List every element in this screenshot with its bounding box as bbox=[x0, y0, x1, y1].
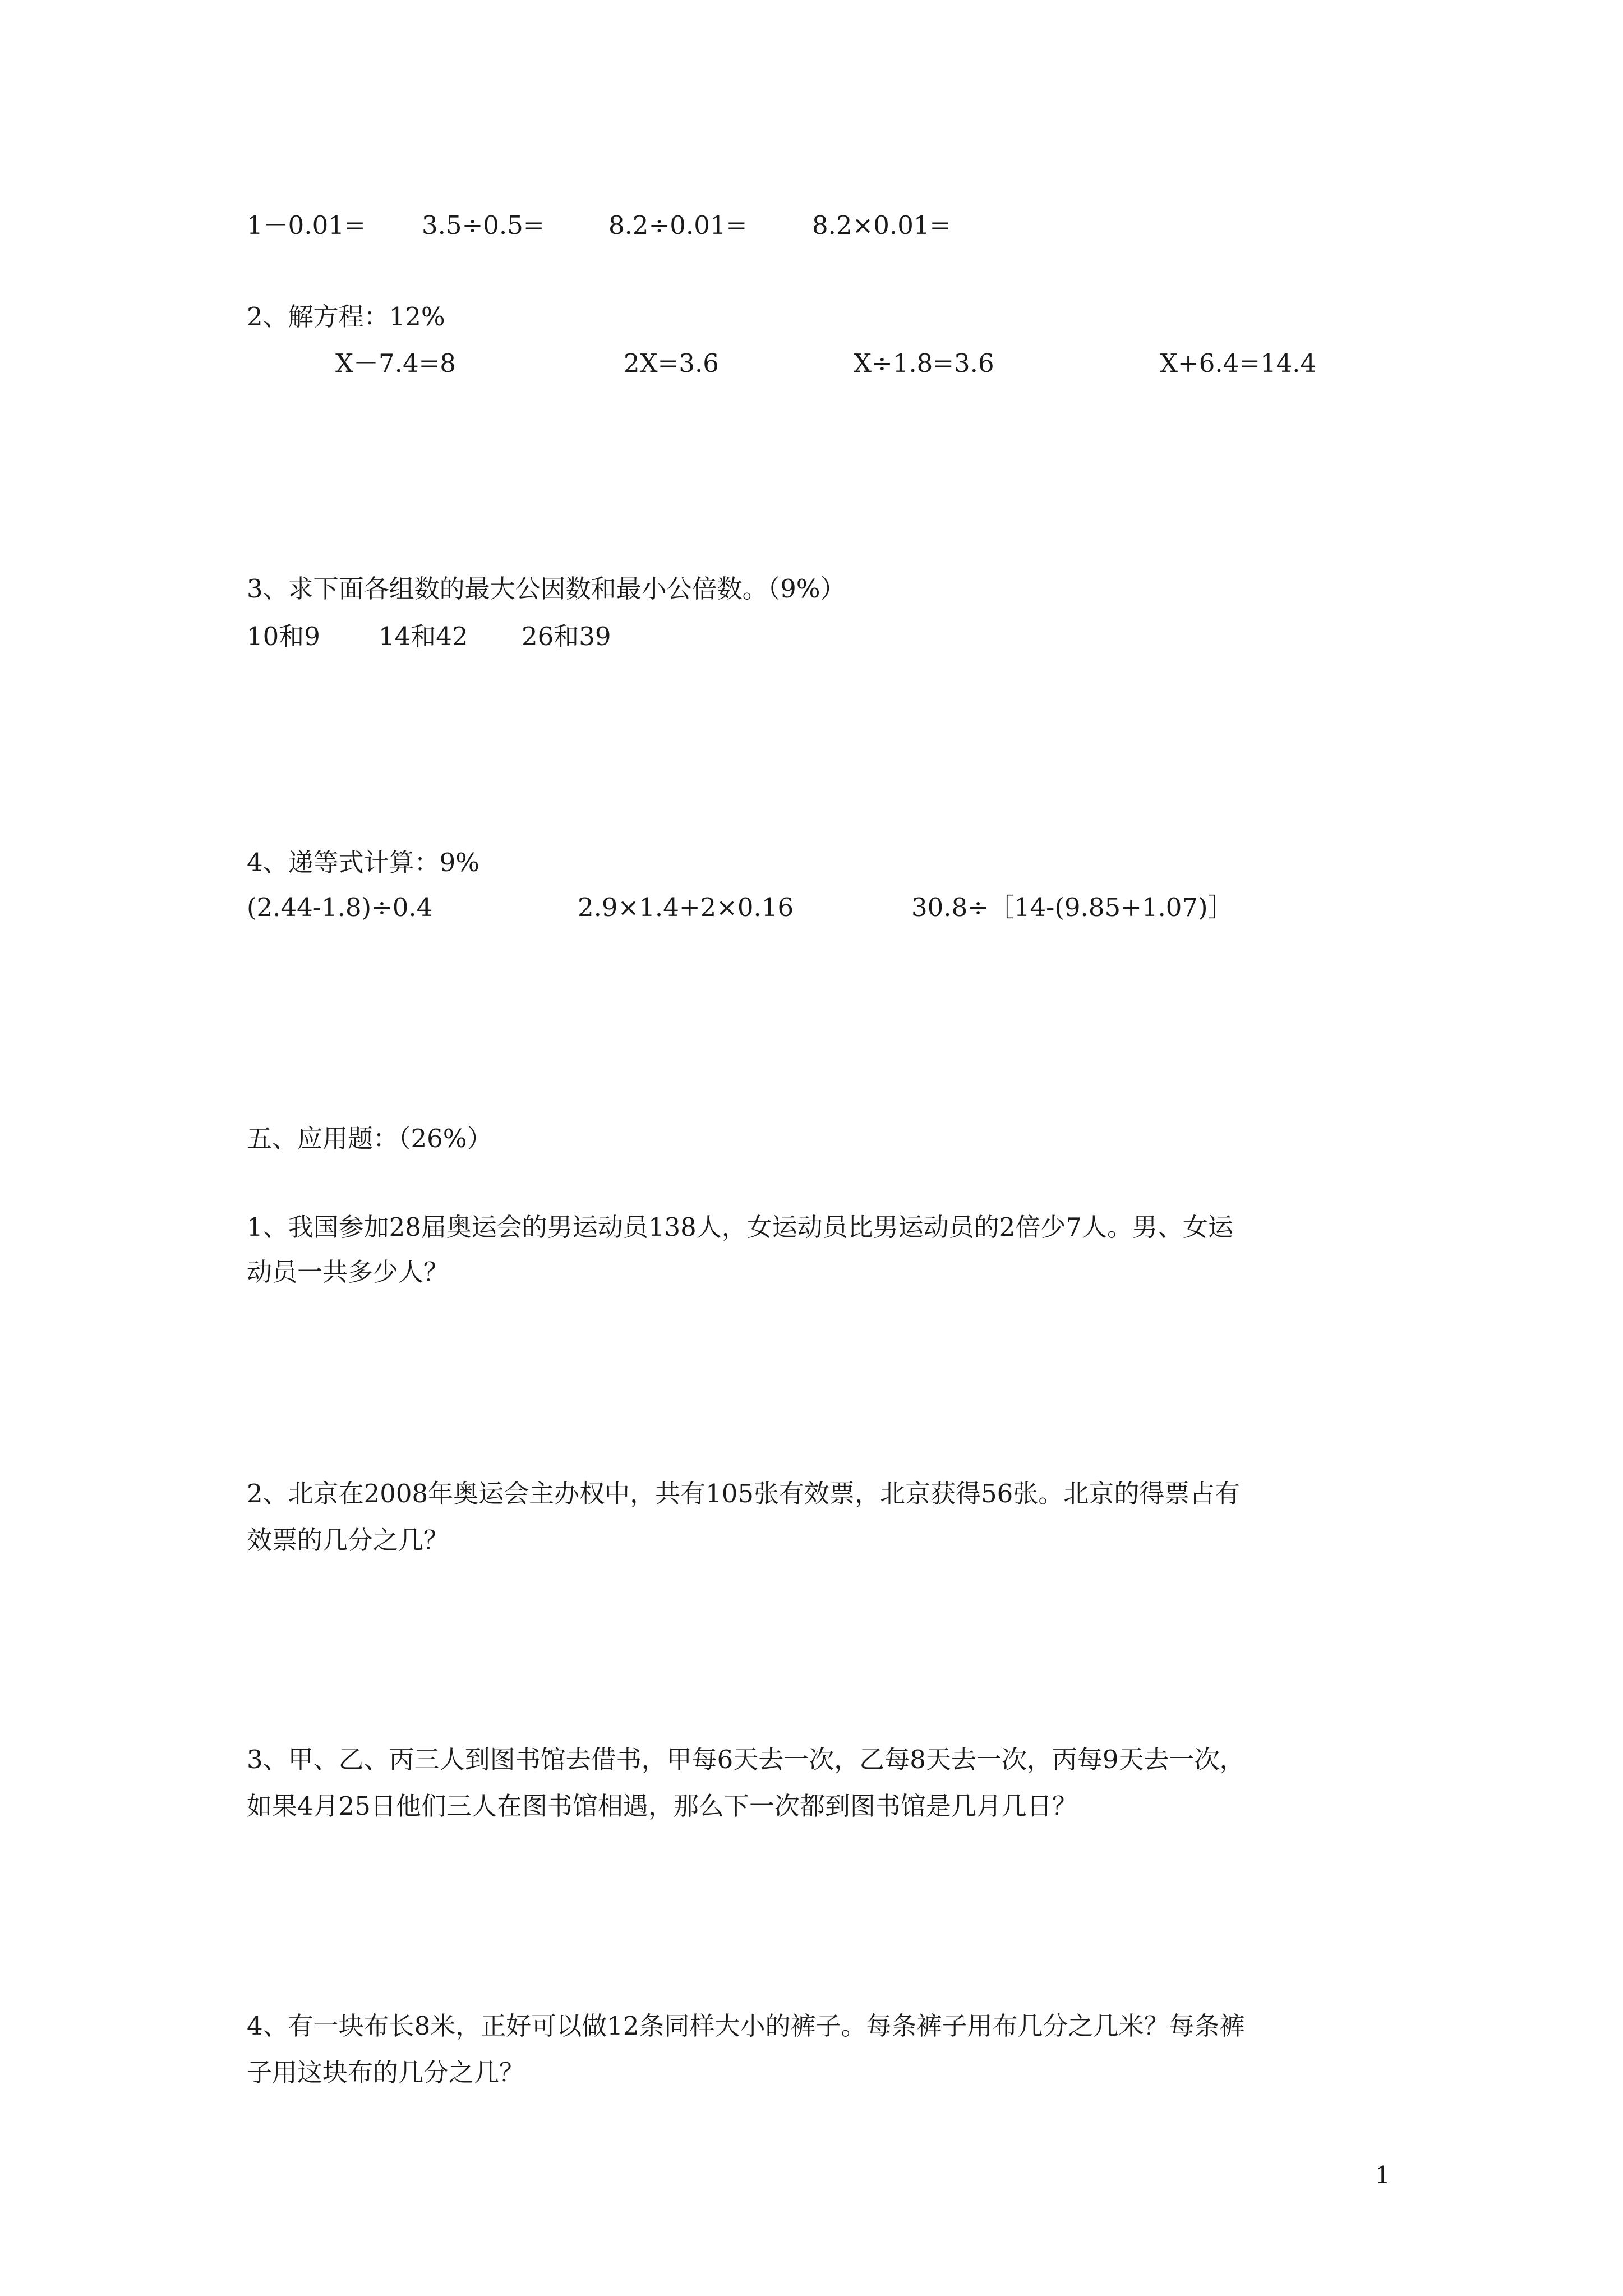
section-heading: 五、应用题：（26%） bbox=[247, 1124, 492, 1153]
equation-item: 2X=3.6 bbox=[624, 348, 719, 378]
page-number: 1 bbox=[1375, 2161, 1390, 2189]
problem-line: 1、我国参加28届奥运会的男运动员138人，女运动员比男运动员的2倍少7人。男、女运 bbox=[247, 1212, 1234, 1242]
expression-item: 30.8÷［14-(9.85+1.07)］ bbox=[911, 892, 1233, 922]
expression-item: (2.44-1.8)÷0.4 bbox=[247, 892, 433, 922]
equation-item: X－7.4=8 bbox=[335, 348, 456, 378]
section-heading: 2、解方程：12% bbox=[247, 302, 445, 332]
problem-line: 动员一共多少人？ bbox=[247, 1257, 449, 1287]
section-heading: 3、求下面各组数的最大公因数和最小公倍数。（9%） bbox=[247, 574, 846, 604]
oral-calc-item: 1－0.01= bbox=[247, 210, 366, 240]
problem-line: 效票的几分之几？ bbox=[247, 1525, 449, 1555]
problem-line: 4、有一块布长8米，正好可以做12条同样大小的裤子。每条裤子用布几分之几米？每条裤 bbox=[247, 2011, 1245, 2041]
problem-line: 2、北京在2008年奥运会主办权中，共有105张有效票，北京获得56张。北京的得票占有 bbox=[247, 1479, 1241, 1508]
equation-item: X+6.4=14.4 bbox=[1160, 348, 1317, 378]
section-heading: 4、递等式计算：9% bbox=[247, 848, 480, 877]
expression-item: 2.9×1.4+2×0.16 bbox=[578, 892, 794, 922]
problem-line: 子用这块布的几分之几？ bbox=[247, 2058, 525, 2087]
oral-calc-item: 8.2÷0.01= bbox=[608, 210, 748, 240]
equation-item: X÷1.8=3.6 bbox=[854, 348, 994, 378]
number-pair: 14和42 bbox=[379, 622, 468, 651]
oral-calc-item: 8.2×0.01= bbox=[812, 210, 951, 240]
oral-calc-item: 3.5÷0.5= bbox=[422, 210, 545, 240]
number-pair: 10和9 bbox=[247, 622, 320, 651]
problem-line: 3、甲、乙、丙三人到图书馆去借书，甲每6天去一次，乙每8天去一次，丙每9天去一次， bbox=[247, 1745, 1245, 1774]
number-pair: 26和39 bbox=[522, 622, 611, 651]
problem-line: 如果4月25日他们三人在图书馆相遇，那么下一次都到图书馆是几月几日？ bbox=[247, 1791, 1077, 1821]
